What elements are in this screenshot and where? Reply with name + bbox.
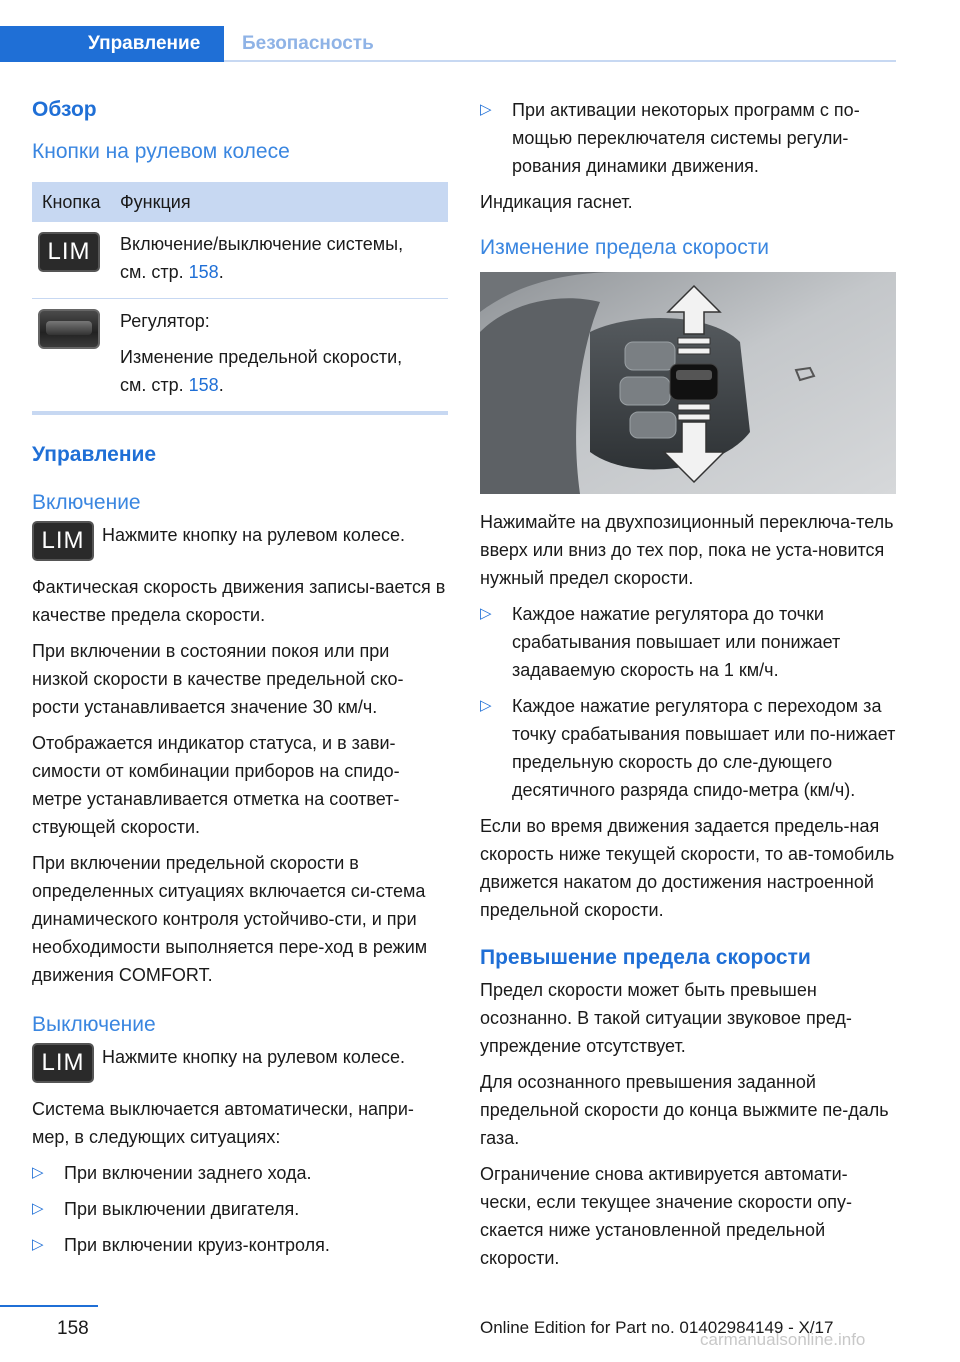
row2-label: Регулятор: <box>120 311 210 331</box>
table-end-rule <box>32 411 448 415</box>
heading-overview: Обзор <box>32 98 97 121</box>
left-column <box>32 96 448 1267</box>
paragraph: Индикация гаснет. <box>480 192 633 212</box>
switch-off-row <box>32 1043 448 1083</box>
tab-safety[interactable]: Безопасность <box>242 33 374 54</box>
paragraph: Нажимайте на двухпозиционный переключа-тель вверх или вниз до тех пор, пока не уста-новится нужный предел скорости. <box>480 512 894 588</box>
paragraph: Отображается индикатор статуса, и в зави-симости от комбинации приборов на спидо-метре устанавливается отметка на соответ-ствующей скорости. <box>32 733 400 837</box>
switch-on-row <box>32 521 448 561</box>
triangle-bullet-icon: ▷ <box>480 101 492 118</box>
paragraph: Если во время движения задается предель-ная скорость ниже текущей скорости, то ав-томобиль движется накатом до достижения настроенной предельной скорости. <box>480 816 895 920</box>
page-number: 158 <box>57 1318 89 1339</box>
list-item: ▷ При включении заднего хода. <box>32 1159 448 1187</box>
row1-text: Включение/выключение системы, <box>120 234 404 254</box>
paragraph: Для осознанного превышения заданной предельной скорости до конца выжмите пе-даль газа. <box>480 1072 889 1148</box>
paragraph: Предел скорости может быть превышен осознанно. В такой ситуации звуковое пред-упреждение отсутствует. <box>480 980 852 1056</box>
adjust-list <box>480 600 896 804</box>
rocker-switch-icon <box>38 309 100 349</box>
triangle-bullet-icon: ▷ <box>32 1164 44 1181</box>
paragraph: Система выключается автоматически, напри-мер, в следующих ситуациях: <box>32 1099 414 1147</box>
tab-control[interactable]: Управление <box>0 26 224 62</box>
col-function: Функция <box>110 182 448 222</box>
list-item: ▷ Каждое нажатие регулятора с переходом за точку срабатывания повышает или по-нижает предельную скорость до сле-дующего десятичного разряда спидо-метра (км/ч). <box>480 692 896 804</box>
auto-off-list-continued <box>480 96 896 180</box>
paragraph: Ограничение снова активируется автомати-чески, если текущее значение скорости опу-скается ниже установленной предельной скорости. <box>480 1164 853 1268</box>
row2-ref-prefix: см. стр. <box>120 375 189 395</box>
steering-wheel-illustration <box>480 272 896 494</box>
table-row: Регулятор: Изменение предельной скорости, см. стр. 158. <box>32 299 448 412</box>
table-header <box>32 182 448 222</box>
table-row: LIM Включение/выключение системы, см. стр. 158. <box>32 222 448 299</box>
switch-on-text: Нажмите кнопку на рулевом колесе. <box>102 525 406 545</box>
watermark: carmanualsonline.info <box>700 1330 866 1349</box>
tab-rule <box>224 60 896 62</box>
list-item: ▷ При включении круиз-контроля. <box>32 1231 448 1259</box>
right-column <box>480 96 896 1280</box>
button-function-table <box>32 182 448 411</box>
paragraph: Фактическая скорость движения записы-вается в качестве предела скорости. <box>32 577 446 625</box>
heading-control: Управление <box>32 443 157 466</box>
heading-exceed-limit: Превышение предела скорости <box>480 946 811 969</box>
row1-ref-prefix: см. стр. <box>120 262 189 282</box>
triangle-bullet-icon: ▷ <box>480 697 492 714</box>
lim-button-icon: LIM <box>32 1043 94 1083</box>
col-button: Кнопка <box>32 182 110 222</box>
paragraph: При включении предельной скорости в определенных ситуациях включается си-стема динамического контроля устойчиво-сти, и при необходимости выполняется пере-ход в режим движения COMFORT. <box>32 853 428 985</box>
triangle-bullet-icon: ▷ <box>480 605 492 622</box>
paragraph: При включении в состоянии покоя или при низкой скорости в качестве предельной ско-рости устанавливается значение 30 км/ч. <box>32 641 404 717</box>
triangle-bullet-icon: ▷ <box>32 1200 44 1217</box>
heading-steering-buttons: Кнопки на рулевом колесе <box>32 140 290 163</box>
heading-switch-on: Включение <box>32 491 141 514</box>
list-item: ▷ При выключении двигателя. <box>32 1195 448 1223</box>
heading-change-limit: Изменение предела скорости <box>480 236 770 259</box>
switch-off-text: Нажмите кнопку на рулевом колесе. <box>102 1047 406 1067</box>
page-link[interactable]: 158 <box>188 262 219 282</box>
heading-switch-off: Выключение <box>32 1013 156 1036</box>
list-item: ▷ При активации некоторых программ с по-мощью переключателя системы регули-рования динамики движения. <box>480 96 896 180</box>
triangle-bullet-icon: ▷ <box>32 1236 44 1253</box>
row2-text: Изменение предельной скорости, <box>120 347 403 367</box>
list-item: ▷ Каждое нажатие регулятора до точки срабатывания повышает или понижает задаваемую скорость на 1 км/ч. <box>480 600 896 684</box>
lim-button-icon: LIM <box>32 521 94 561</box>
auto-off-list <box>32 1159 448 1259</box>
header-tabs <box>0 26 896 62</box>
page-link[interactable]: 158 <box>188 375 219 395</box>
lim-button-icon: LIM <box>38 232 100 272</box>
steering-wheel-photo <box>480 272 896 494</box>
footer-rule <box>0 1305 98 1307</box>
edition-text: Online Edition for Part no. 01402984149 - X/17 <box>480 1318 834 1337</box>
